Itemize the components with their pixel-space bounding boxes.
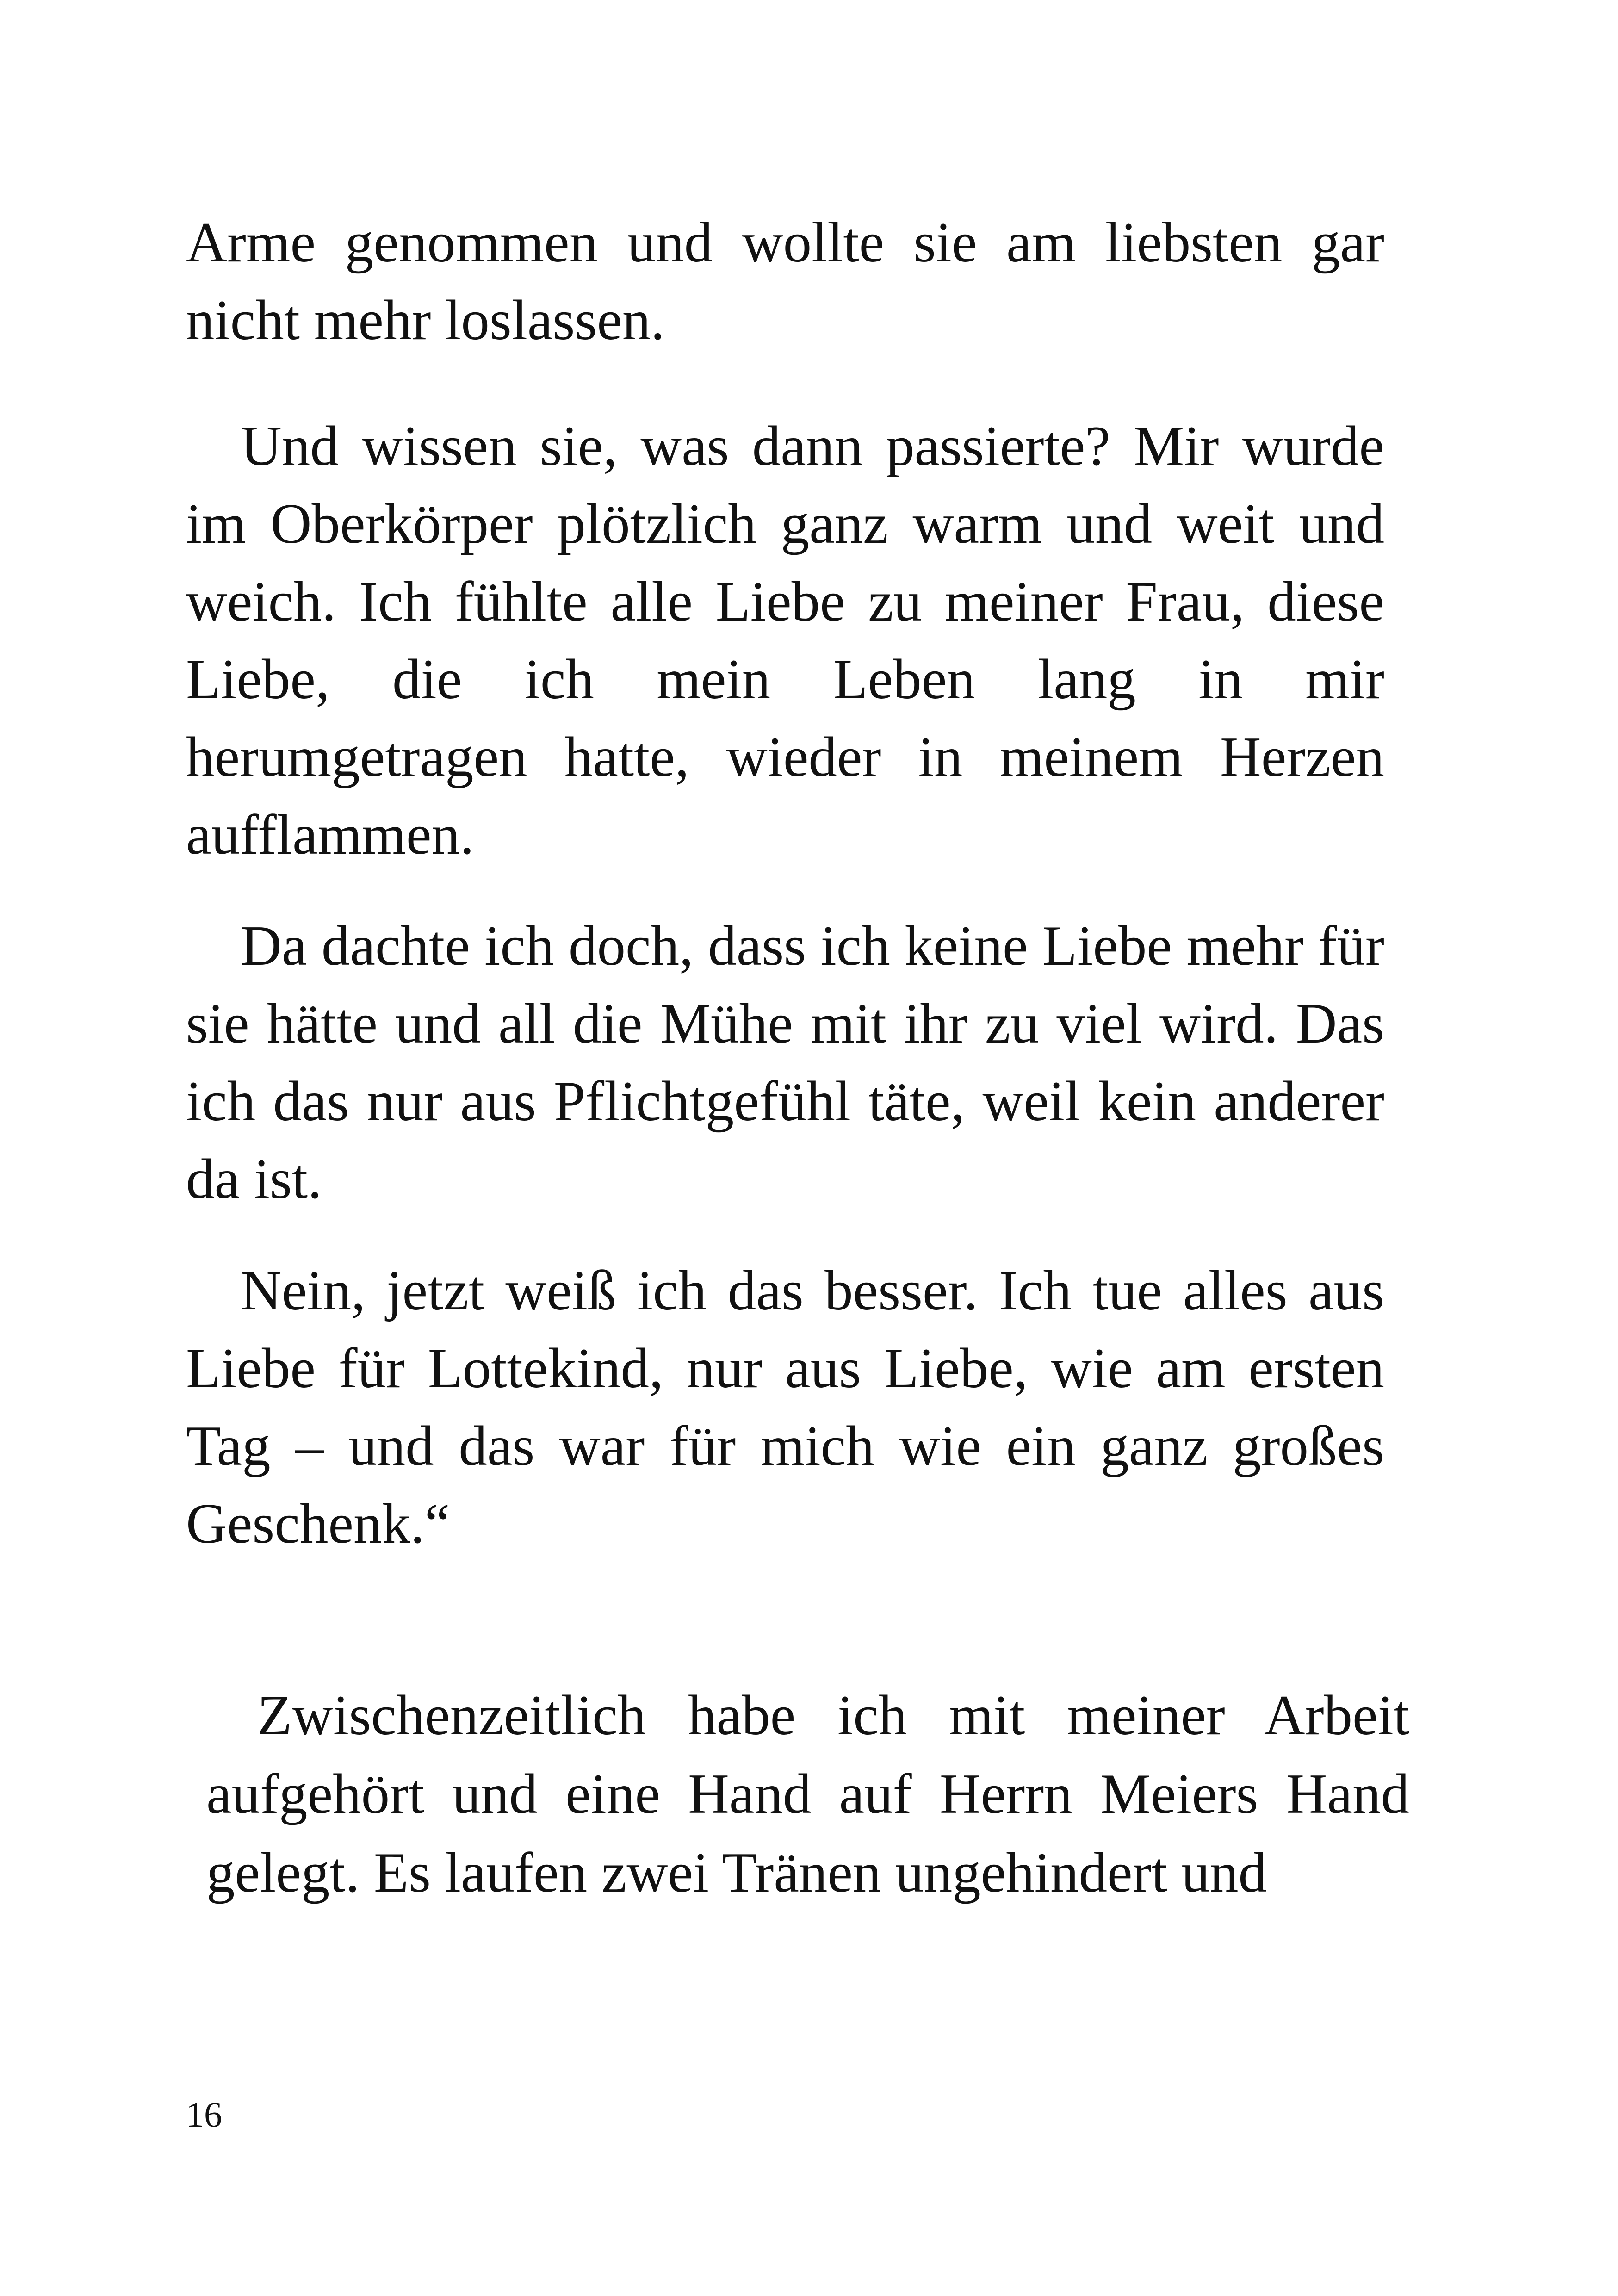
- paragraph: [186, 907, 1384, 1218]
- paragraph-text: Nein, jetzt weiß ich das besser. Ich tue alles aus Liebe für Lottekind, nur aus Liebe, wie am ersten Tag – und das war für mich wie ein ganz großes Geschenk.“: [186, 1259, 1384, 1555]
- page-number: 16: [186, 2094, 222, 2135]
- paragraph-text: Und wissen sie, was dann passierte? Mir wurde im Oberkörper plötzlich ganz warm und weit und weich. Ich fühlte alle Liebe zu meiner Frau, diese Liebe, die ich mein Leben lang in mir herumgetragen hatte, wieder in meinem Herzen aufflammen.: [186, 414, 1384, 866]
- paragraph-continuation: [186, 204, 1384, 359]
- paragraph: [186, 407, 1384, 874]
- paragraph-text: Da dachte ich doch, dass ich keine Liebe mehr für sie hätte und all die Mühe mit ihr zu viel wird. Das ich das nur aus Pflichtgefühl täte, weil kein anderer da ist.: [186, 914, 1384, 1210]
- paragraph-text: Arme genommen und wollte sie am liebsten gar nicht mehr loslassen.: [186, 211, 1384, 352]
- paragraph-text: Zwischenzeitlich habe ich mit meiner Arbeit aufgehört und eine Hand auf Herrn Meiers Hand gelegt. Es laufen zwei Tränen ungehindert und: [206, 1683, 1409, 1904]
- paragraph: [206, 1676, 1409, 1912]
- paragraph: [186, 1252, 1384, 1563]
